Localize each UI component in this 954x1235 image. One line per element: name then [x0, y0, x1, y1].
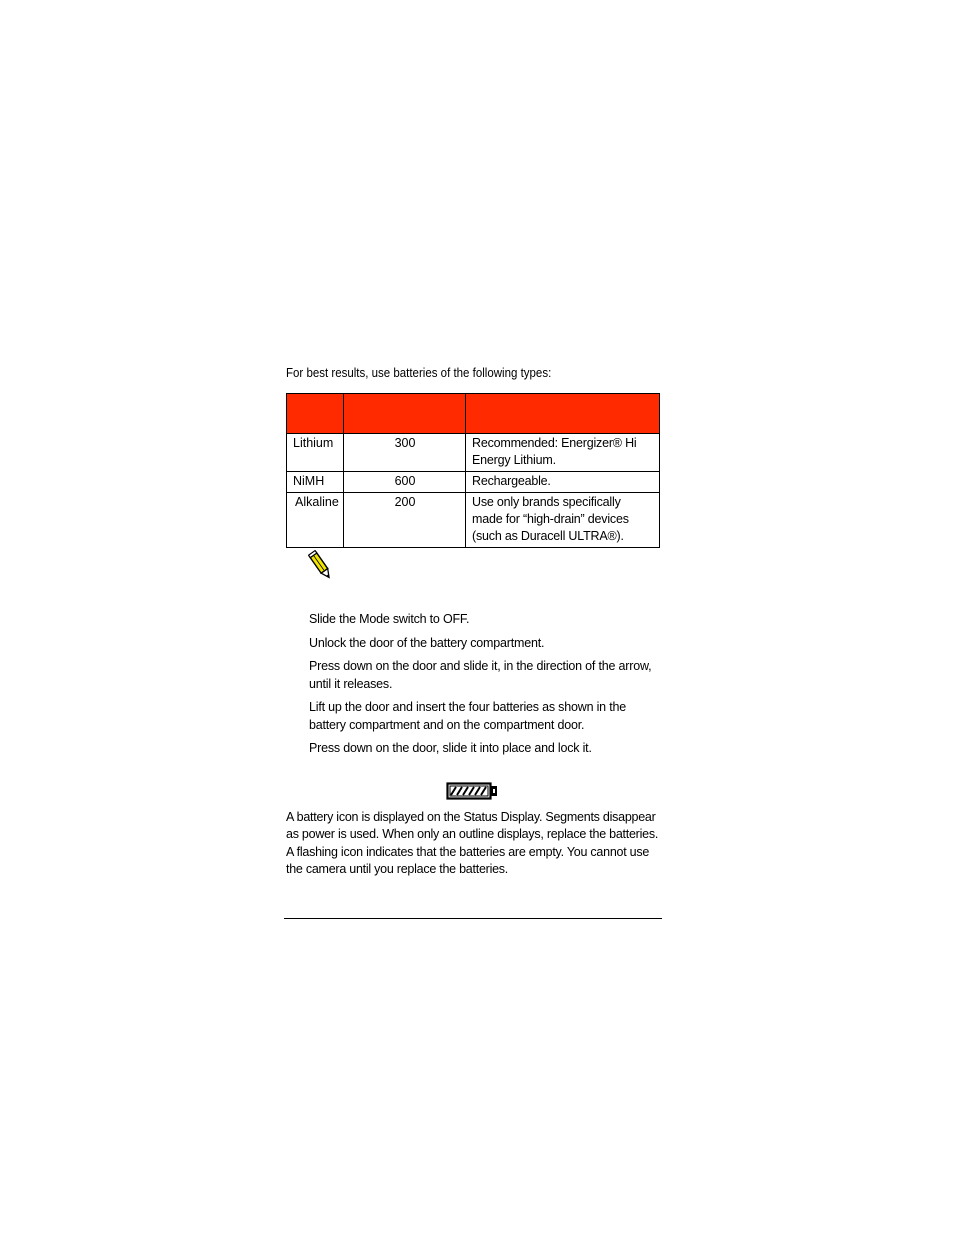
table-row [287, 472, 660, 493]
step-item: Slide the Mode switch to OFF. [309, 612, 470, 626]
header-cell [344, 394, 466, 434]
step-item: Unlock the door of the battery compartment. [309, 635, 545, 650]
battery-count-cell: 600 [344, 472, 466, 493]
battery-count-cell: 200 [344, 493, 466, 548]
header-cell [287, 394, 344, 434]
battery-icon [446, 781, 500, 801]
battery-note-cell: Rechargeable. [466, 472, 660, 493]
table-row [287, 493, 660, 548]
battery-type-cell: Lithium [287, 434, 344, 472]
step-item: Press down on the door, slide it into place and lock it. [309, 741, 592, 755]
table-row [287, 434, 660, 472]
pencil-icon [308, 550, 334, 582]
footer-divider [284, 918, 662, 919]
step-item: Press down on the door and slide it, in the direction of the arrow, until it releases. [309, 659, 652, 691]
battery-note-cell: Use only brands specifically made for “high-drain” devices (such as Duracell ULTRA®). [466, 493, 660, 548]
step-item: Lift up the door and insert the four batteries as shown in the battery compartment and on the compartment door. [309, 700, 626, 732]
intro-text: For best results, use batteries of the following types: [286, 366, 552, 380]
battery-note-cell: Recommended: Energizer® Hi Energy Lithium. [466, 434, 660, 472]
instruction-steps [309, 611, 654, 764]
battery-type-cell: Alkaline [287, 493, 344, 548]
header-cell [466, 394, 660, 434]
battery-types-table [286, 393, 660, 548]
battery-status-paragraph: A battery icon is displayed on the Status Display. Segments disappear as power is used. When only an outline displays, replace the batteries. A flashing icon indicates that the batteries are empty. You cannot use the camera until you replace the batteries. [286, 810, 659, 876]
battery-count-cell: 300 [344, 434, 466, 472]
battery-type-cell: NiMH [287, 472, 344, 493]
table-header-row [287, 394, 660, 434]
